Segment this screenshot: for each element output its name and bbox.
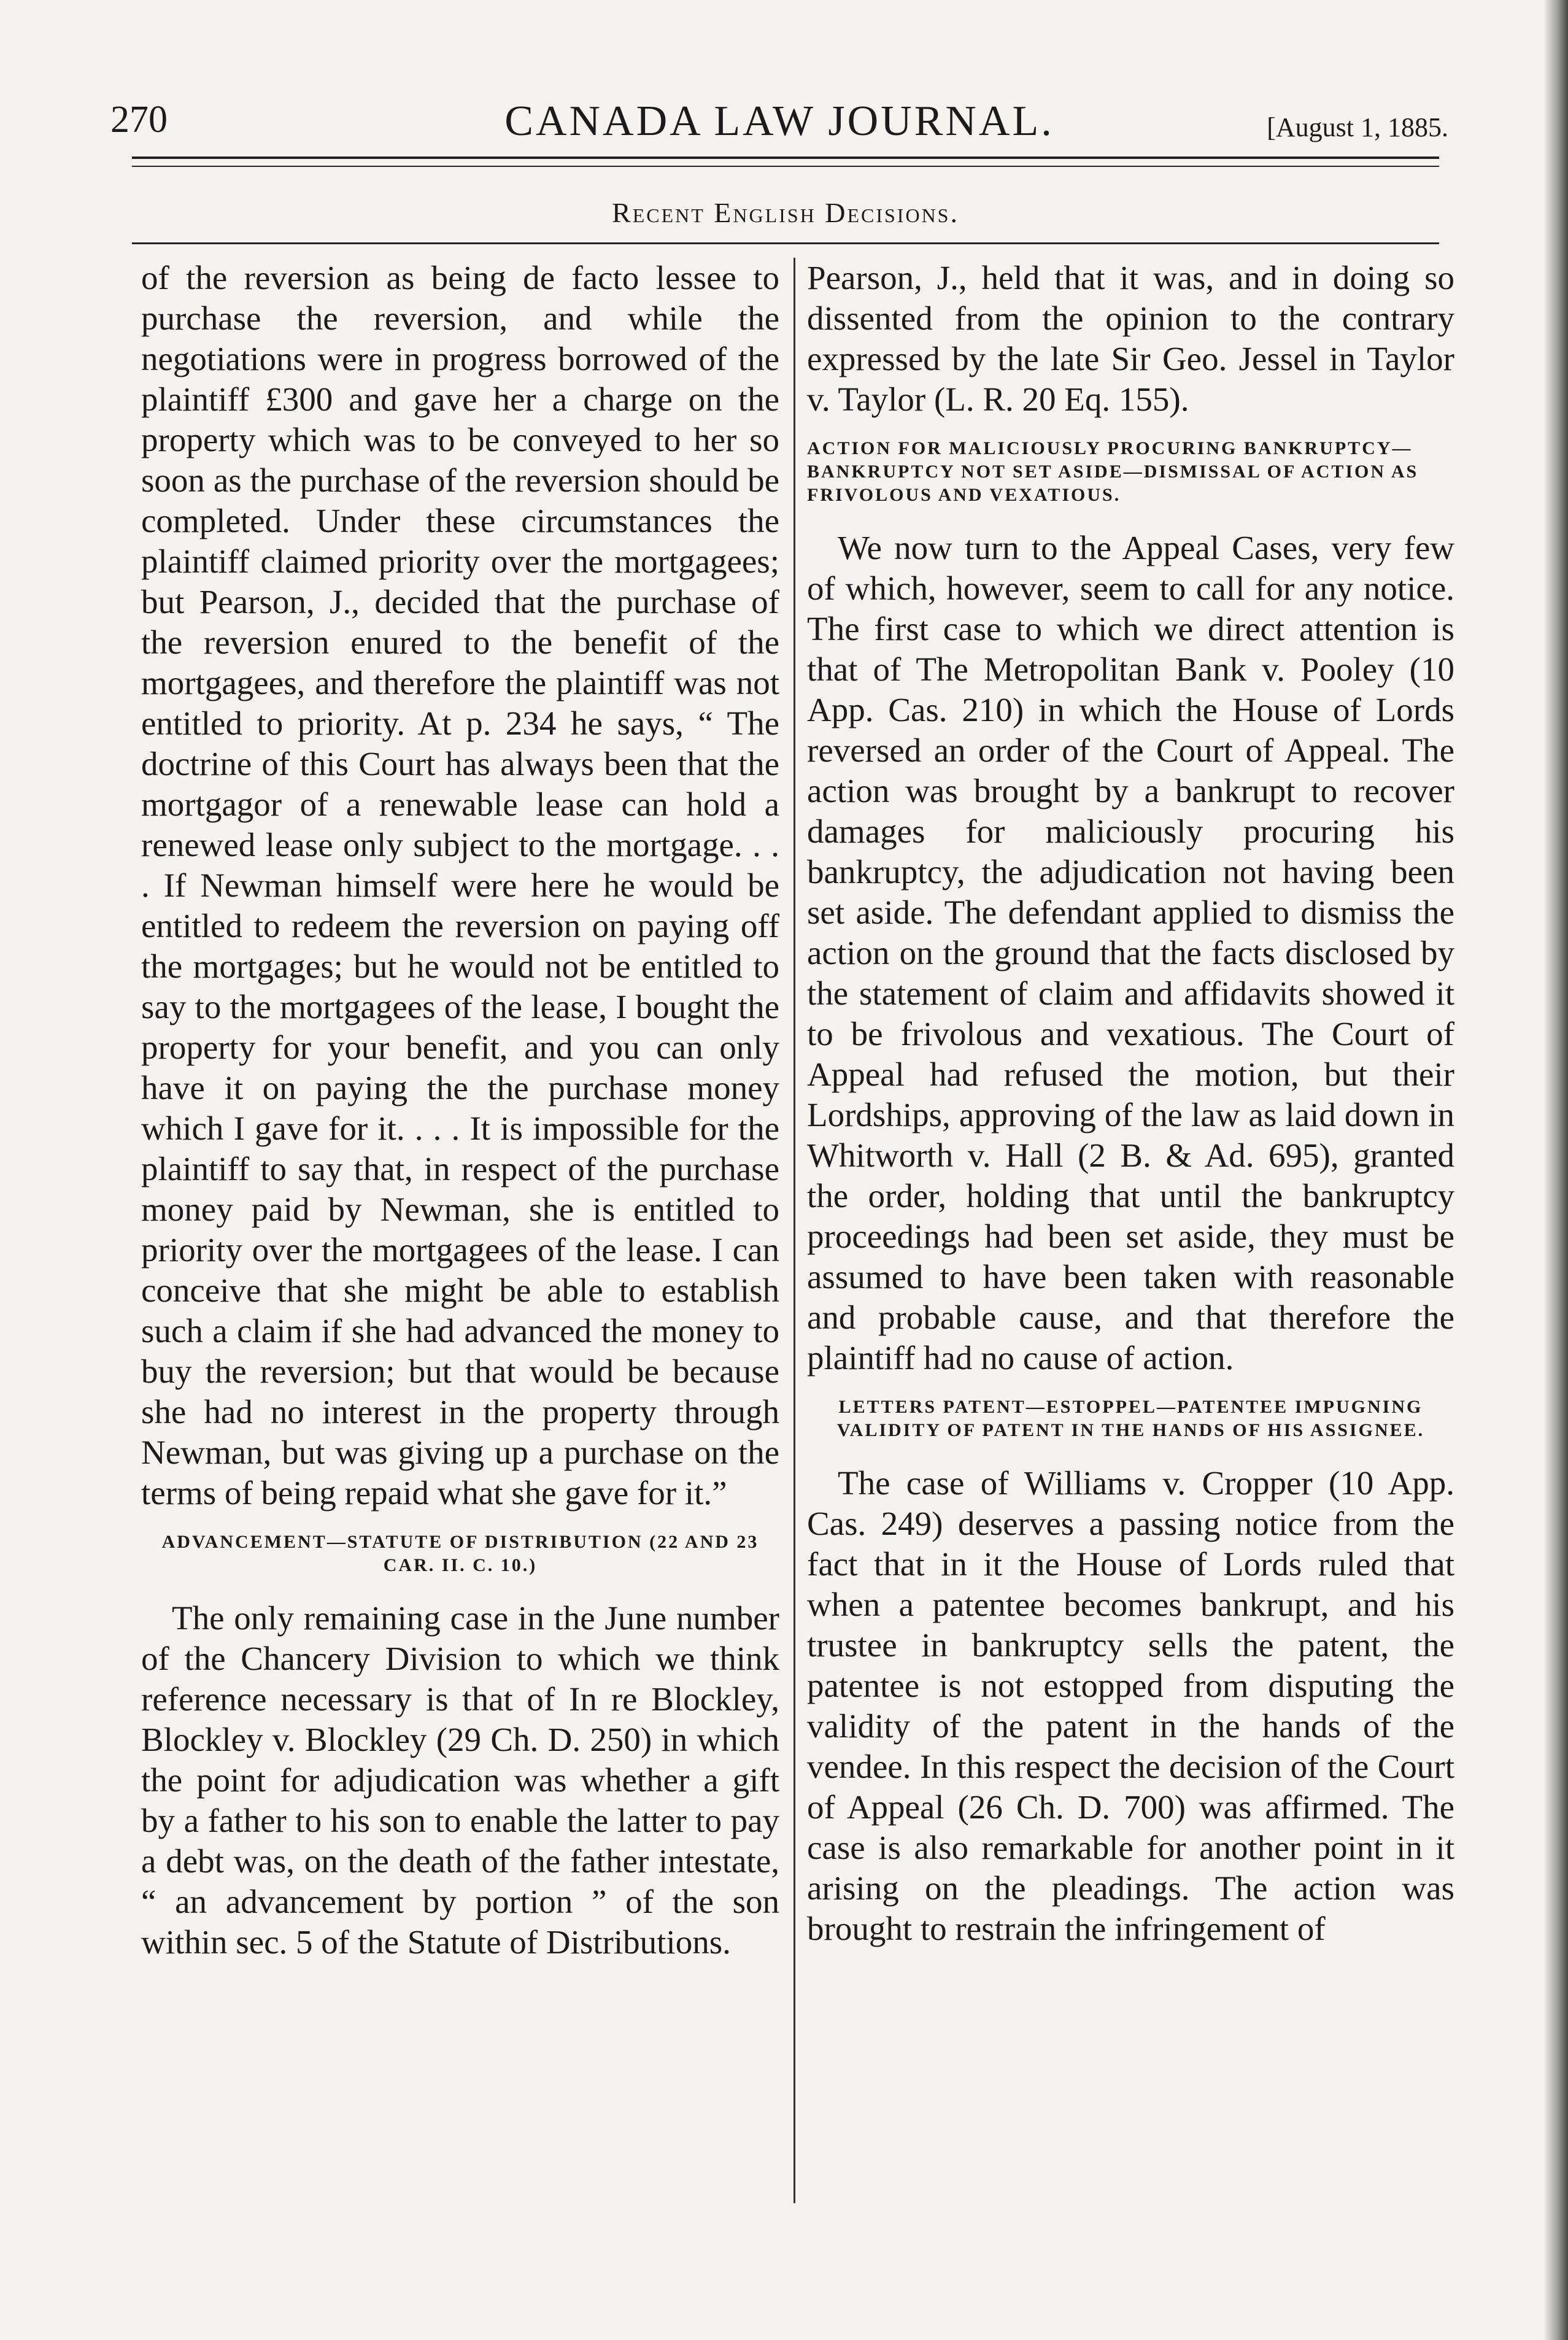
right-column (807, 258, 1454, 1949)
page-header (110, 86, 1448, 160)
right-paragraph-1: Pearson, J., held that it was, and in doing so dissented from the opinion to the contrary expressed by the late Sir Geo. Jessel in Taylor v. Taylor (L. R. 20 Eq. 155). (807, 259, 1454, 418)
right-paragraph-2: We now turn to the Appeal Cases, very few of which, however, seem to call for any notice. The first case to which we direct attention is that of The Metropolitan Bank v. Pooley (10 App. Cas. 210) in which the House of Lords reversed an order of the Court of Appeal. The action was brought by a bankrupt to recover damages for maliciously procuring his bankruptcy, the adjudication not having been set aside. The defendant applied to dismiss the action on the ground that the facts disclosed by the statement of claim and affidavits showed it to be frivolous and vexatious. The Court of Appeal had refused the motion, but their Lordships, approving of the law as laid down in Whitworth v. Hall (2 B. & Ad. 695), granted the order, holding that until the bankruptcy proceedings had been set aside, they must be assumed to have been taken with reasonable and probable cause, and that therefore the plaintiff had no cause of action. (807, 529, 1454, 1377)
page-edge-shadow (1543, 0, 1568, 2340)
section-rule (132, 242, 1439, 244)
left-paragraph-1: of the reversion as being de facto lessee to purchase the reversion, and while the negotiations were in progress borrowed of the plaintiff £300 and gave her a charge on the property which was to be conveyed to her so soon as the purchase of the reversion should be completed. Under these circumstances the plaintiff claimed priority over the mortgagees; but Pearson, J., decided that the purchase of the reversion enured to the benefit of the mortgagees, and therefore the plaintiff was not entitled to priority. At p. 234 he says, “ The doctrine of this Court has always been that the mortgagor of a renewable lease can hold a renewed lease only subject to the mortgage. . . . If Newman himself were here he would be entitled to redeem the reversion on paying off the mortgages; but he would not be entitled to say to the mortgagees of the lease, I bought the property for your benefit, and you can only have it on paying the the purchase money which I gave for it. . . . It is impossible for the plaintiff to say that, in respect of the purchase money paid by Newman, she is entitled to priority over the mortgagees of the lease. I can conceive that she might be able to establish such a claim if she had advanced the money to buy the reversion; but that would be because she had no interest in the property through Newman, but was giving up a purchase on the terms of being repaid what she gave for it.” (141, 259, 779, 1512)
left-paragraph-2: The only remaining case in the June number of the Chancery Division to which we think reference necessary is that of In re Blockley, Blockley v. Blockley (29 Ch. D. 250) in which the point for adjudication was whether a gift by a father to his son to enable the latter to pay a debt was, on the death of the father intestate, “ an advancement by portion ” of the son within sec. 5 of the Statute of Distributions. (141, 1599, 779, 1961)
issue-date: [August 1, 1885. (1267, 112, 1448, 142)
page-number: 270 (110, 99, 168, 141)
section-title: Recent English Decisions. (612, 197, 959, 228)
right-paragraph-3: The case of Williams v. Cropper (10 App. Cas. 249) deserves a passing notice from the fact that in it the House of Lords ruled that when a patentee becomes bankrupt, and his trustee in bankruptcy sells the patent, the patentee is not estopped from disputing the validity of the patent in the hands of the vendee. In this respect the decision of the Court of Appeal (26 Ch. D. 700) was affirmed. The case is also remarkable for another point in it arising on the pleadings. The action was brought to restrain the infringement of (807, 1464, 1454, 1947)
right-heading-malicious-bankruptcy: ACTION FOR MALICIOUSLY PROCURING BANKRUPTCY—BANKRUPTCY NOT SET ASIDE—DISMISSAL OF ACTION AS FRIVOLOUS AND VEXATIOUS. (807, 438, 1419, 505)
header-rule-thin (132, 166, 1439, 167)
journal-title: CANADA LAW JOURNAL. (504, 98, 1054, 145)
left-column (141, 258, 779, 1963)
header-rule-thick (132, 156, 1439, 159)
column-divider (794, 258, 795, 2203)
left-heading-advancement: ADVANCEMENT—STATUTE OF DISTRIBUTION (22 AND 23 CAR. II. C. 10.) (161, 1532, 759, 1575)
right-heading-letters-patent: LETTERS PATENT—ESTOPPEL—PATENTEE IMPUGNING VALIDITY OF PATENT IN THE HANDS OF HIS ASSIGNEE. (836, 1397, 1425, 1440)
